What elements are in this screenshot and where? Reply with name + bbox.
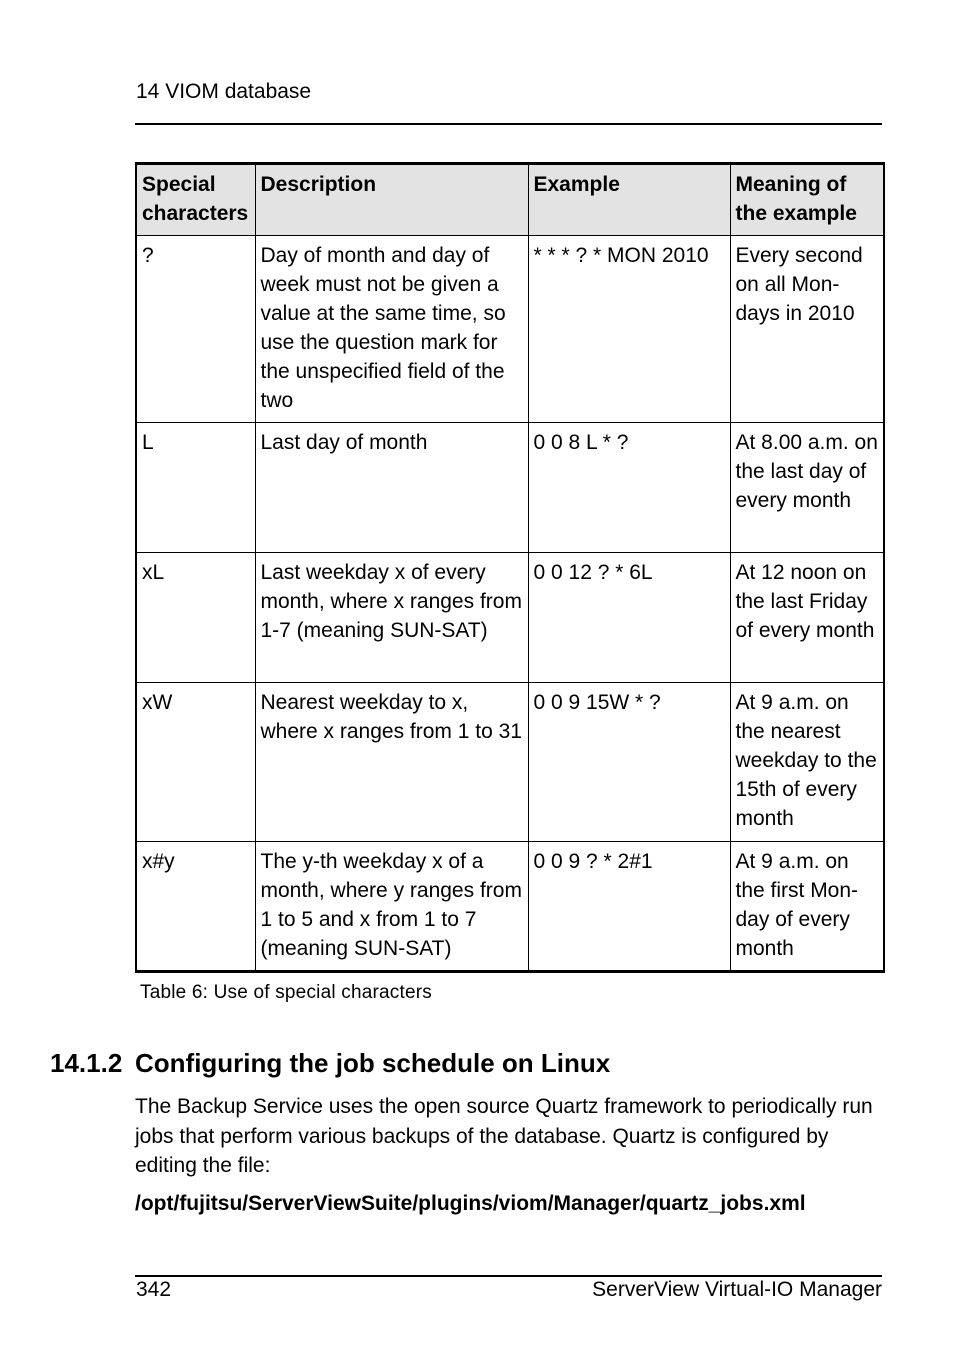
table-row xyxy=(136,423,884,553)
table-row xyxy=(136,683,884,842)
description-cell: Nearest weekday to x, where x ranges from 1 to 31 xyxy=(255,683,528,842)
product-name: ServerView Virtual-IO Manager xyxy=(592,1278,882,1301)
table-row xyxy=(136,553,884,683)
example-cell: 0 0 9 15W * ? xyxy=(528,683,730,842)
table-header-row xyxy=(136,164,884,236)
special-char-cell: L xyxy=(136,423,255,553)
description-cell: Day of month and day of week must not be given a value at the same time, so use the question mark for the unspecified field of the two xyxy=(255,236,528,423)
special-char-cell: xW xyxy=(136,683,255,842)
meaning-cell: At 8.00 a.m. on the last day of every month xyxy=(730,423,884,553)
special-char-cell: xL xyxy=(136,553,255,683)
running-head: 14 VIOM database xyxy=(136,80,312,103)
section-heading xyxy=(50,1046,610,1080)
page-number: 342 xyxy=(136,1278,172,1301)
example-cell: 0 0 9 ? * 2#1 xyxy=(528,842,730,972)
column-header-example: Example xyxy=(528,164,730,236)
meaning-cell: Every second on all Mon-days in 2010 xyxy=(730,236,884,423)
description-cell: Last weekday x of every month, where x ranges from 1-7 (meaning SUN-SAT) xyxy=(255,553,528,683)
special-char-cell: ? xyxy=(136,236,255,423)
table-caption: Table 6: Use of special characters xyxy=(140,982,432,1003)
section-title: Configuring the job schedule on Linux xyxy=(135,1048,611,1078)
section-number: 14.1.2 xyxy=(50,1048,123,1078)
special-char-cell: x#y xyxy=(136,842,255,972)
file-path: /opt/fujitsu/ServerViewSuite/plugins/viom/Manager/quartz_jobs.xml xyxy=(135,1192,806,1215)
example-cell: * * * ? * MON 2010 xyxy=(528,236,730,423)
body-paragraph: The Backup Service uses the open source Quartz framework to periodically run jobs that perform various backups of the database. Quartz is configured by editing the file: xyxy=(135,1095,873,1177)
meaning-cell: At 9 a.m. on the nearest weekday to the 15th of every month xyxy=(730,683,884,842)
table-row xyxy=(136,236,884,423)
column-header-special-characters: Special characters xyxy=(136,164,255,236)
column-header-description: Description xyxy=(255,164,528,236)
example-cell: 0 0 12 ? * 6L xyxy=(528,553,730,683)
table-row xyxy=(136,842,884,972)
description-cell: Last day of month xyxy=(255,423,528,553)
description-cell: The y-th weekday x of a month, where y ranges from 1 to 5 and x from 1 to 7 (meaning SUN-SAT) xyxy=(255,842,528,972)
meaning-cell: At 12 noon on the last Friday of every month xyxy=(730,553,884,683)
header-rule xyxy=(135,123,882,125)
special-characters-table xyxy=(135,162,885,973)
column-header-meaning: Meaning of the example xyxy=(730,164,884,236)
meaning-cell: At 9 a.m. on the first Mon-day of every month xyxy=(730,842,884,972)
example-cell: 0 0 8 L * ? xyxy=(528,423,730,553)
